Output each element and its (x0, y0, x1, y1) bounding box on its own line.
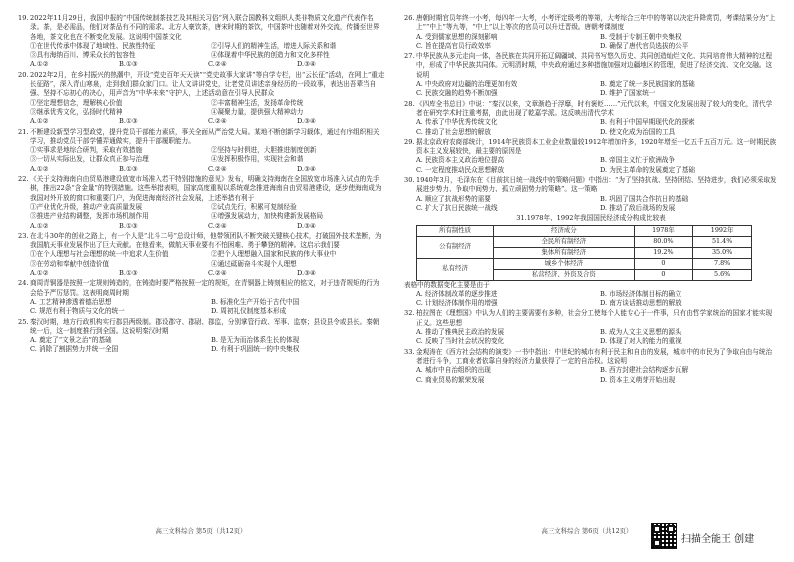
question-number: 29. (404, 137, 415, 146)
option: ②坚持与时俱进，大胆推进制度创新 (211, 146, 317, 155)
table-cell: 0 (634, 269, 693, 280)
option: ④通过砥砺奋斗实现个人理想 (211, 259, 297, 268)
option-row (18, 260, 386, 269)
table-cell: 19.2% (634, 247, 693, 258)
option: C. 商业贸易的繁荣发展 (416, 375, 485, 384)
option-row (18, 345, 386, 354)
question-text: 唐朝时期官员年终一小考，每四年一大考，小考评定级考的等第，大考综合三年中的等第以决定升降赏罚，考课结果分为“上上”“中上”等九等，“中上”以上等次的官员可以升迁晋级。唐朝考课制度 (416, 14, 776, 32)
option-row (404, 195, 778, 204)
option: A. 受到儒家思想的深刻影响 (416, 32, 498, 41)
option-row (18, 250, 386, 259)
question-31 (404, 214, 778, 308)
question-number: 30. (404, 176, 415, 185)
question (404, 138, 778, 175)
option: ②试点先行，积累可复制经验 (211, 202, 297, 211)
question-stem (404, 176, 778, 195)
question-text: 据北京政府农商部统计，1914年民族资本工业企业数量较1912年增加许多，1920年增至一亿五千五百万元。这一时期民族资本主义发展较快，最主要的原因是 (416, 137, 777, 156)
table-row (417, 236, 752, 247)
option: ③一切从实际出发，让群众真正参与治理 (30, 155, 149, 164)
option: B. 是无为而治体系生长的体现 (211, 336, 300, 345)
option: A. 奠定了“文景之治”的基础 (30, 336, 112, 345)
question (18, 128, 386, 174)
option: ③推进产业结构调整，发挥市场机制作用 (30, 212, 149, 221)
question (404, 52, 778, 98)
option: D. 体现了对人的能力的重视 (600, 337, 682, 346)
question-number: 19. (18, 14, 29, 22)
answer-choice: D.③④ (297, 221, 316, 230)
answer-choice: A.①② (30, 164, 49, 173)
option-row (404, 118, 778, 127)
question-stem (404, 309, 778, 328)
question-stem (404, 100, 778, 119)
option-row (18, 155, 386, 164)
table-cell: 私营经济、外资及合资 (494, 269, 634, 280)
question-stem (18, 318, 386, 337)
option: ①在个人理想与社会理想的统一中追求人生价值 (30, 250, 169, 259)
option: A. 工艺精神渗透着德治思想 (30, 297, 112, 306)
option: C. 旨在提高官员行政效率 (416, 41, 491, 50)
question-number: 21. (18, 127, 29, 136)
option: ④发挥积极作用，实现社会和谐 (211, 155, 304, 164)
table-title (404, 214, 778, 223)
answer-choice: B.①③ (119, 117, 138, 126)
question (18, 71, 386, 127)
table-cell: 7.8% (693, 258, 752, 269)
qr-code-icon (651, 523, 677, 549)
question (404, 100, 778, 137)
scanner-watermark: 扫描全能王 创建 (681, 534, 755, 545)
option: C. 规范有利于物质与文化的统一 (30, 307, 125, 316)
option: B. 巩固了国共合作抗日的基础 (600, 194, 689, 203)
option: ①产业优化升级，推动产业高质量发展 (30, 202, 143, 211)
question-text: 在北斗30年的创业之路上，有一个人是“北斗二号”总设计师，他带领团队不断突破关键核心技术，打破国外技术垄断，为我国航天事业发展作出了巨大贡献。在他看来，做航天事业要有不怕困难、勇于攀登的精神。这启示我们要 (30, 231, 382, 250)
question-number: 25. (18, 317, 29, 326)
option: B. 标准化生产开始于古代中国 (211, 297, 300, 306)
question (404, 348, 778, 385)
option: D. 维护了国家统一 (600, 89, 656, 98)
column-header: 所有制性质 (417, 225, 494, 236)
answer-choice: B.①③ (119, 164, 138, 173)
option: A. 推动了雅典民主政治的发展 (416, 328, 505, 337)
option: C. 推动了社会思想的解放 (416, 127, 491, 136)
question-text: 金观涛在《西方社会结构的演变》一书中指出：中世纪的城市有利于民主和自由的发展，城市中的市民为了争取自由与统治者进行斗争，工商业者依靠自身的经济力量获得了一定的自治权。这说明 (416, 347, 773, 365)
option-row (18, 99, 386, 108)
question-stem (404, 14, 778, 33)
option-row (18, 212, 386, 221)
answer-choice: A.①② (30, 60, 49, 69)
table-cell: 全民所有制经济 (494, 236, 634, 247)
answer-choice: B.①③ (119, 221, 138, 230)
option-row (404, 80, 778, 89)
question-number: 28. (404, 99, 415, 108)
option: ③继承优秀文化，弘扬时代精神 (30, 107, 123, 116)
option-row (404, 299, 778, 308)
table-cell: 集体所有制经济 (494, 247, 634, 258)
table-cell: 51.4% (693, 236, 752, 247)
question-number: 33. (404, 347, 415, 356)
option-row (18, 298, 386, 307)
option: B. 有利于中国早期现代化的探索 (600, 118, 695, 127)
question-text: 柏拉图在《理想国》中认为人们的主要需要有多种，社会分工使每个人能专心于一件事，只有由哲学家统治的国家才能实现正义。这些思想 (416, 309, 773, 327)
answer-choice: C.②④ (208, 117, 227, 126)
option: A. 城市中自治组织的出现 (416, 366, 491, 375)
option: D. 南方谈话推动思想的解放 (600, 299, 682, 308)
answer-choices (18, 269, 386, 278)
answer-choice: B.①③ (119, 269, 138, 278)
option: ②丰富精神生活，发扬革命传统 (211, 98, 304, 107)
answer-choice: C.②④ (208, 221, 227, 230)
option-row (404, 290, 778, 299)
answer-choice: D.③④ (297, 60, 316, 69)
question-number: 20. (18, 70, 29, 79)
question (18, 14, 386, 70)
question-text: 2022年2月，在乡村振兴的热潮中，开设“党史百年天天读”“党史故事大家讲”等自学专栏，出“云长征”活动，在网上“重走长征路”，深入青山寒泉，走到我们群众家门口。让人文讲讲党史，让老党员讲述亲身经历的一段故事，表达出吾辈当自强、坚持不忘初心的决心，用声音为“中华未来”守护人，上述活动意在引导人民群众 (30, 70, 385, 98)
answer-choices (18, 117, 386, 126)
option: ①坚定理想信念，理解核心价值 (30, 98, 123, 107)
answer-choice: C.②④ (208, 60, 227, 69)
column-header: 经济成分 (494, 225, 634, 236)
question-text: 2022年11月29日，我国申报的“中国传统制茶技艺及其相关习俗”列入联合国教科文组织人类非物质文化遗产代表作名录。茶，是必需品，他们对茶品有不同的需求。北方人豪饮茶，唐宋时期的茶饮，中国茶叶也随着对外交流，传播至世界各地，茶文化也在不断变化发展。这说明中国茶文化 (30, 14, 380, 41)
option-row (404, 366, 778, 375)
question-text: 《关于支持海南自由贸易港建设放宽市场准入若干特别措施的意见》发布，明确支持海南在全国放宽市场准入试点的先手棋，推出22条“含金量”的特别措施。这些举措表明，国家高度重视以系统观念推进海南自由贸易港建设，逐步使海南成为我国对外开放的窗口和重要门户，为促进海南经济社会发展，上述举措有利于 (30, 175, 382, 202)
answer-choice: B.①③ (119, 60, 138, 69)
question-stem (404, 138, 778, 157)
question-text: 表格中的数据变化主要是由于 (404, 280, 490, 289)
option: A. 经济体制改革的逐步推进 (416, 289, 498, 298)
question-number: 32. (404, 309, 415, 318)
option-row (18, 203, 386, 212)
question (18, 175, 386, 231)
question-text: 商周青铜器是按照一定规则铸造的，在铸造时要严格按照一定的规矩，在青铜器上铸刻相应的铭文，对于违背规矩的行为会给予严厉惩罚。这表明商周时期 (30, 279, 380, 297)
question-number: 31. (516, 214, 527, 223)
answer-choice: A.①② (30, 117, 49, 126)
economy-table (416, 225, 752, 281)
question-stem (404, 52, 778, 80)
answer-choices (18, 165, 386, 174)
option-row (404, 89, 778, 98)
answer-choices (18, 60, 386, 69)
left-column (18, 14, 386, 356)
option-row (18, 42, 386, 61)
option: A. 传承了中华优秀传统文化 (416, 118, 498, 127)
question-text: 《四库全书总目》中说：“秦汉以来，文章渐趋于浮靡，时有褒贬……”元代以来，中国文化发展出现了较大的变化，清代学者在研究学术时注重考据，由此出现了乾嘉学派。这反映出清代学术 (416, 99, 773, 117)
option: ④凝聚力量，提供强大精神动力 (211, 107, 304, 116)
option-row (404, 328, 778, 337)
option-row (404, 204, 778, 213)
table-header (417, 225, 752, 236)
option: A. 顺应了抗战形势的需要 (416, 194, 491, 203)
table-cell: 35.0% (693, 247, 752, 258)
question (18, 232, 386, 278)
table-caption: 1978年、1992年我国国民经济成分构成比较表 (526, 214, 666, 223)
option: C. 一定程度推动民众思想解放 (416, 165, 505, 174)
option: C. 民族交融的趋势不断加强 (416, 89, 498, 98)
option-row (404, 166, 778, 175)
option-row (18, 307, 386, 316)
column-header: 1978年 (634, 225, 693, 236)
option: ③具有海纳百川、博采众长的包容性 (30, 51, 136, 60)
footer-left: 高三文科综合 第5页（共12页） (155, 527, 247, 535)
option: B. 市场经济体制目标的确立 (600, 289, 682, 298)
question (404, 309, 778, 346)
option: B. 西方封建社会结构逐步瓦解 (600, 366, 689, 375)
table-cell: 城乡个体经济 (494, 258, 634, 269)
option-row (404, 42, 778, 51)
table-cell: 5.6% (693, 269, 752, 280)
option: ②把个人理想融入国家和民族的伟大事业中 (211, 250, 337, 259)
answer-choice: D.③④ (297, 269, 316, 278)
option: B. 受制于专制王朝中央集权 (600, 32, 682, 41)
option: D. 确保了唐代官员选拔的公平 (600, 41, 689, 50)
question (18, 318, 386, 355)
question-number: 27. (404, 52, 415, 61)
question (18, 279, 386, 316)
table-cell: 私有经济 (417, 258, 494, 280)
option: ②引导人们的精神生活，增进人际关系和谐 (211, 41, 337, 50)
answer-choice: C.②④ (208, 164, 227, 173)
footer-right: 高三文科综合 第6页（共12页） (541, 527, 633, 535)
question (404, 14, 778, 51)
option-row (18, 108, 386, 117)
option: B. 成为人文主义思想的源头 (600, 328, 682, 337)
question-text: 中华民族从多元走向一体，各民族在共同开拓辽阔疆域、共同书写悠久历史、共同创造灿烂文化、共同培育伟大精神的过程中，形成了中华民族共同体。元明清时期，中央政府通过多种措施加强对边疆地区的管理，促进了经济交流、文化交融。这说明 (416, 52, 773, 79)
option: ①在世代传承中体现了地域性、民族性特征 (30, 41, 156, 50)
answer-choice: D.③④ (297, 164, 316, 173)
option: A. 民族资本主义政治地位提高 (416, 156, 505, 165)
question-stem (18, 128, 386, 147)
option-row (404, 128, 778, 137)
option-row (404, 156, 778, 165)
option: D. 推动了敌后战场的发展 (600, 203, 676, 212)
question-stem (18, 279, 386, 298)
option: D. 使文化成为治国的工具 (600, 127, 676, 136)
option: D. 有利于巩固统一的中央集权 (211, 345, 300, 354)
option-row (404, 376, 778, 385)
table-cell: 0 (634, 258, 693, 269)
option: C. 扩大了抗日民族统一战线 (416, 203, 498, 212)
right-column (404, 14, 778, 386)
table-cell: 公有制经济 (417, 236, 494, 258)
option: ④增强发展动力，加快构建新发展格局 (211, 212, 324, 221)
option: ④体现着中华民族的创造力和文化多样性 (211, 51, 330, 60)
option: ①实事求是地综合研判，采取有效措施 (30, 146, 143, 155)
option: B. 奠定了统一多民族国家的基础 (600, 80, 695, 89)
option: B. 帝国主义忙于欧洲战争 (600, 156, 675, 165)
question-stem (18, 71, 386, 99)
option: C. 计划经济体制作用的增强 (416, 299, 498, 308)
option: C. 消除了割据势力并统一全国 (30, 345, 119, 354)
answer-choice: C.②④ (208, 269, 227, 278)
option: D. 为民主革命的发展奠定了基础 (600, 165, 695, 174)
column-header: 1992年 (693, 225, 752, 236)
question-text: 秦汉时期，地方行政机构实行郡县两级制。郡设郡守、郡尉、郡监，分别掌管行政、军事、监察；县设县令或县长。秦朝统一后，这一制度推行到全国。这说明秦汉时期 (30, 317, 380, 335)
option: ③在劳动和奉献中创造价值 (30, 259, 110, 268)
option: D. 周初礼仪制度基本形成 (211, 307, 287, 316)
option-row (404, 33, 778, 42)
answer-choice: A.①② (30, 269, 49, 278)
answer-choice: D.③④ (297, 117, 316, 126)
option: A. 中央政府对边疆的治理更加有效 (416, 80, 518, 89)
question-stem (18, 232, 386, 251)
table-cell: 80.0% (634, 236, 693, 247)
option: C. 反映了当时社会状况的变化 (416, 337, 505, 346)
question (404, 176, 778, 213)
option: D. 资本主义萌芽开始出现 (600, 375, 676, 384)
table-row (417, 258, 752, 269)
answer-choices (18, 222, 386, 231)
question-number: 22. (18, 175, 29, 184)
question-stem (404, 348, 778, 367)
option-row (404, 337, 778, 346)
question-number: 24. (18, 279, 29, 288)
question-stem (18, 14, 386, 42)
question-text: 1940年3月，毛泽东在《目前抗日统一战线中的策略问题》中指出：“为了坚持抗战、坚持团结、坚持进步，我们必须采取发展进步势力、争取中间势力、孤立顽固势力的策略”。这一策略 (416, 176, 777, 194)
answer-choice: A.①② (30, 221, 49, 230)
question-text: 不断建设新型学习型政党，提升党员干部能力素质，事关全面从严治党大局。某地不断创新学习载体，通过有序组织相关学习，推动党员干部学懂弄通做实，提升干部履职能力。 (30, 127, 380, 145)
question-stem (18, 175, 386, 203)
question-number: 26. (404, 14, 415, 22)
question-number: 23. (18, 231, 29, 240)
option-row (18, 336, 386, 345)
